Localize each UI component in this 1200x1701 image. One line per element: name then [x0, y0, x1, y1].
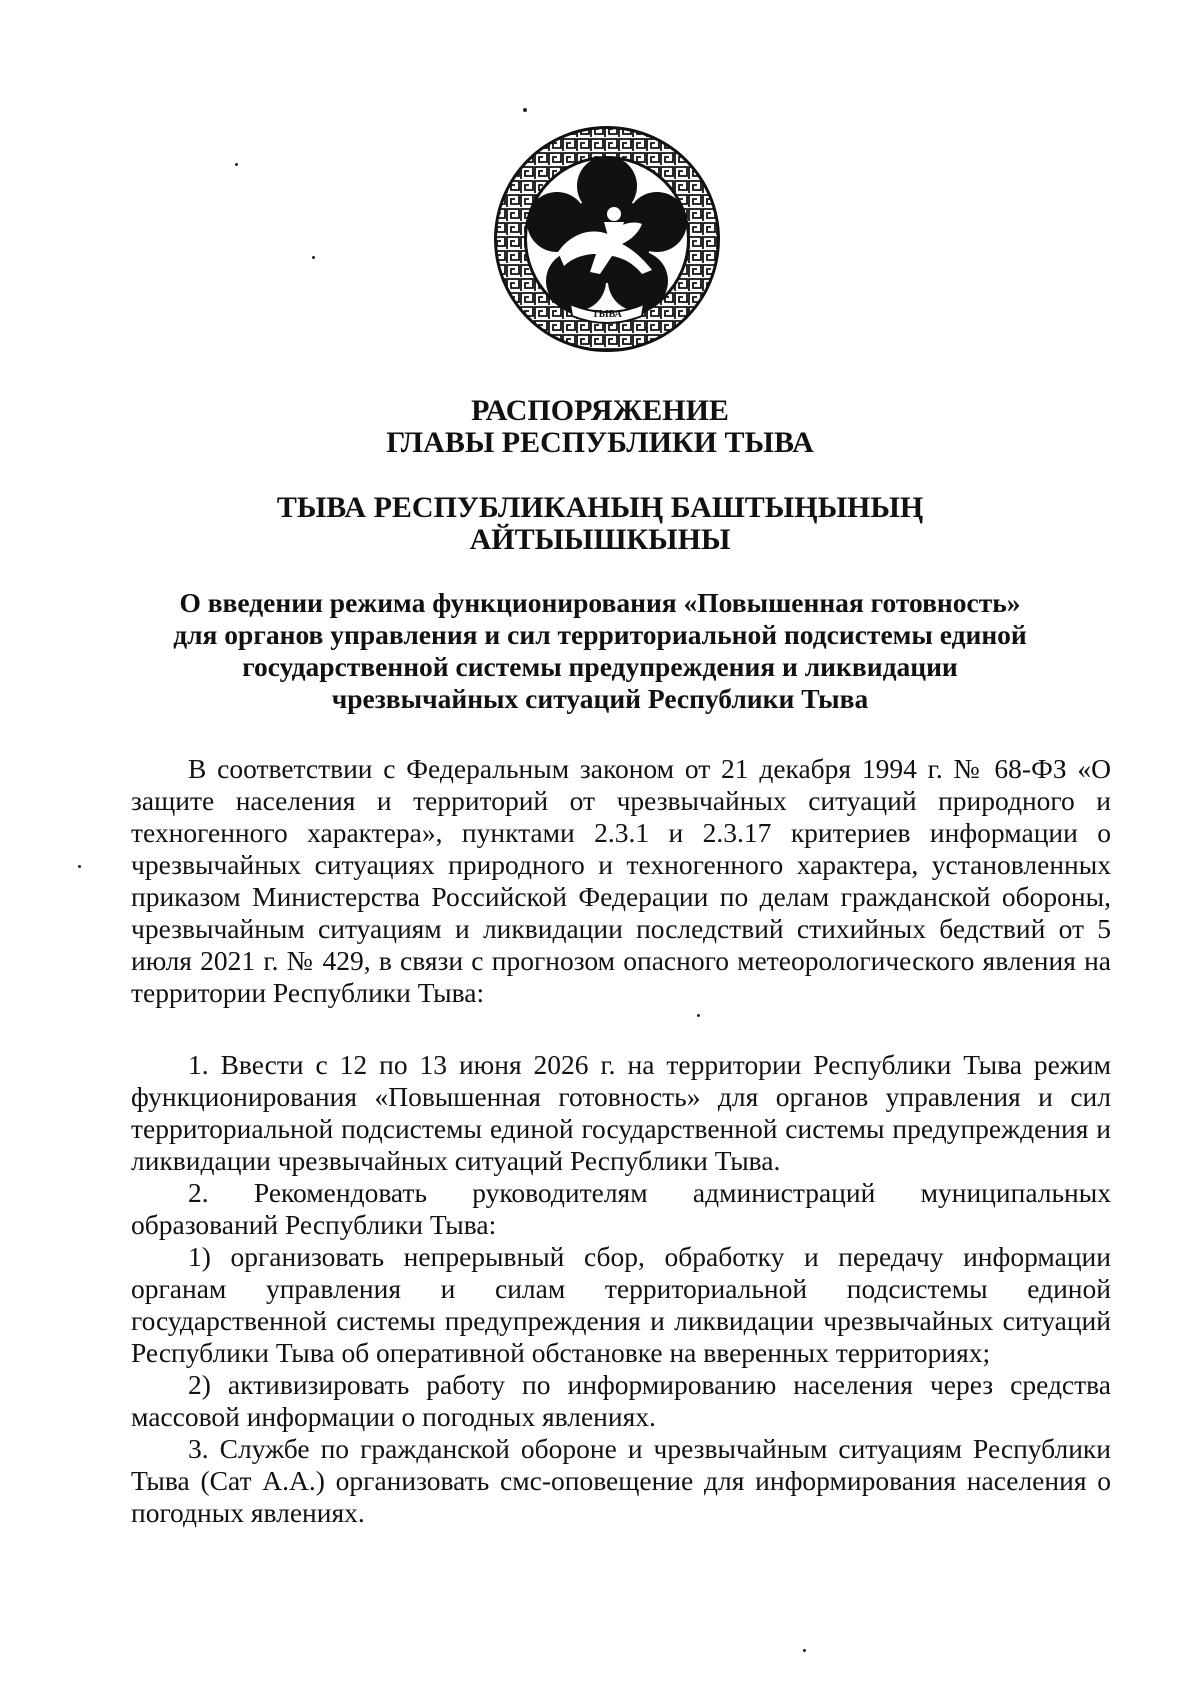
subject-line-1: О введении режима функционирования «Повышенная готовность» — [179, 587, 1021, 618]
scan-speck — [803, 1649, 806, 1652]
emblem-label: ТЫВА — [592, 309, 622, 320]
scan-speck — [78, 865, 81, 868]
document-body — [131, 753, 1111, 1529]
preamble-paragraph: В соответствии с Федеральным законом от 21 декабря 1994 г. № 68-ФЗ «О защите населения и территорий от чрезвычайных ситуаций природного и техногенного характера», пунктами 2.3.1 и 2.3.17 критериев информации о чрезвычайных ситуациях природного и техногенного характера, установленных приказом Министерства Российской Федерации по делам гражданской обороны, чрезвычайным ситуациям и ликвидации последствий стихийных бедствий от 5 июля 2021 г. № 429, в связи с прогнозом опасного метеорологического явления на территории Республики Тыва: — [131, 753, 1111, 1008]
subject-line-4: чрезвычайных ситуаций Республики Тыва — [331, 683, 869, 714]
tuvan-title-line-2: АЙТЫЫШКЫНЫ — [469, 523, 731, 556]
subject-line-3: государственной системы предупреждения и ликвидации — [242, 651, 958, 682]
document-subject — [0, 587, 1200, 715]
scan-speck — [312, 256, 315, 259]
scan-speck — [235, 163, 238, 166]
scan-speck — [523, 108, 527, 112]
tuvan-title-line-1: ТЫВА РЕСПУБЛИКАНЫҢ БАШТЫҢЫНЫҢ — [276, 491, 924, 524]
tuva-emblem-icon — [492, 124, 722, 354]
item-1-paragraph: 1. Ввести с 12 по 13 июня 2026 г. на территории Республики Тыва режим функционирования «Повышенная готовность» для органов управления и сил территориальной подсистемы единой государственной системы предупреждения и ликвидации чрезвычайных ситуаций Республики Тыва. — [131, 1049, 1111, 1176]
item-2-1-paragraph: 1) организовать непрерывный сбор, обработку и передачу информации органам управления и силам территориальной подсистемы единой государственной системы предупреждения и ликвидации чрезвычайных ситуаций Республики Тыва об оперативной обстановке на вверенных территориях; — [131, 1241, 1111, 1368]
document-title-tuvan — [0, 492, 1200, 556]
item-2-paragraph: 2. Рекомендовать руководителям администраций муниципальных образований Республики Тыва: — [131, 1177, 1111, 1240]
item-2-2-paragraph: 2) активизировать работу по информированию населения через средства массовой информации о погодных явлениях. — [131, 1369, 1111, 1432]
subject-line-2: для органов управления и сил территориальной подсистемы единой — [173, 619, 1027, 650]
title-line-2: ГЛАВЫ РЕСПУБЛИКИ ТЫВА — [386, 426, 814, 459]
title-line-1: РАСПОРЯЖЕНИЕ — [471, 394, 729, 427]
scan-speck — [697, 1014, 700, 1017]
item-3-paragraph: 3. Службе по гражданской обороне и чрезвычайным ситуациям Республики Тыва (Сат А.А.) организовать смс-оповещение для информирования населения о погодных явлениях. — [131, 1433, 1111, 1528]
document-title — [0, 395, 1200, 459]
